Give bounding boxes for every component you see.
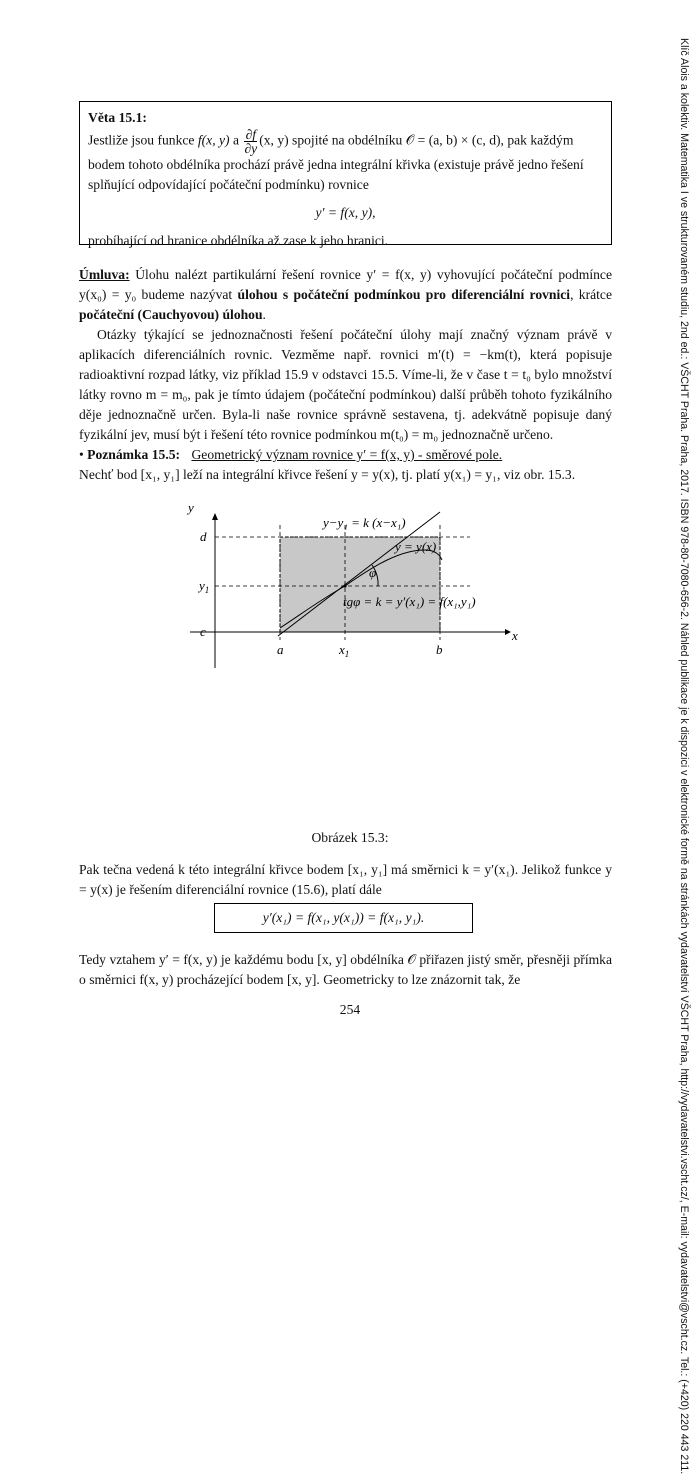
page-number: 254 (339, 1002, 361, 1017)
theorem-line-1 (88, 128, 603, 155)
note-label: Poznámka 15.5: (87, 447, 181, 462)
note-line: Nechť bod [x₁, y₁] leží na integrální křivce řešení y = y(x), tj. platí y(x₁) = y₁, viz obr. 15.3. (79, 467, 576, 482)
axis-x-label: x (512, 628, 518, 643)
boxed-equation: y′(x₁) = f(x₁, y(x₁)) = f(x₁, y₁). (214, 903, 473, 933)
figure-caption: Obrázek 15.3: (311, 830, 389, 845)
theorem-text: Jestliže jsou funkce (88, 132, 195, 148)
note-heading (79, 445, 612, 465)
umluva-bold-term-2: počáteční (Cauchyovou) úlohou (79, 307, 263, 322)
theorem-function: f(x, y) (197, 132, 230, 148)
umluva-bold-term: úlohou s počáteční podmínkou pro diferenciální rovnici (237, 287, 571, 302)
umluva-label: Úmluva: (79, 267, 130, 282)
label-y1: $y_1$ (199, 578, 210, 595)
theorem-title: Věta 15.1: (88, 110, 147, 125)
angle-label: φ (369, 565, 377, 580)
label-a: a (277, 642, 284, 657)
theorem-box (79, 101, 612, 248)
label-b: b (436, 642, 443, 657)
note-bullet: • (79, 447, 84, 462)
umluva-text-2: , krátce (570, 287, 612, 302)
umluva-text: Úlohu nalézt partikulární řešení rovnice y′ = f(x, y) vyhovující počáteční podmínce y(x₀) = y₀ budeme nazývat (79, 267, 612, 302)
label-x1: $x_1$ (339, 642, 350, 659)
paragraph-tangent: Pak tečna vedená k této integrální křivce bodem [x₁, y₁] má směrnici k = y′(x₁). Jelikož funkce y = y(x) je řešením diferenciální rovnice (15.6), platí dále (79, 862, 612, 897)
publisher-side-note: Klíč Alois a kolektiv. Matematika I ve strukturovaném studiu, 2nd ed.: VŠCHT Praha. Praha, 2017. ISBN 978-80-7080-656-2. Náhled publikace je k dispozici v elektronické formě na stránkách vydavatelství VŠCHT Praha, http://vydavatelstvi.vscht.cz/, E-mail: vydavatelstvi@vscht.cz. Tel.: (+420) 220 443 211. (678, 38, 690, 1474)
partial-derivative-fraction (244, 128, 257, 155)
y-axis-arrow (212, 513, 218, 520)
theorem-text-cont: (x, y) spojité na obdélníku 𝒪 = (a, b) × (c, d), pak každým (259, 132, 574, 148)
paragraph-direction: Tedy vztahem y′ = f(x, y) je každému bodu [x, y] obdélníka 𝒪 přiřazen jistý směr, přesněji přímka o směrnici f(x, y) procházející bodem [x, y]. Geometricky to lze znázornit tak, že (79, 952, 612, 987)
theorem-line-2: bodem tohoto obdélníka prochází právě jedna integrální křivka (existuje právě jedno řešení (88, 157, 584, 172)
label-c: c (200, 624, 206, 639)
theorem-and: a (232, 132, 240, 148)
curve-equation: y = y(x) (395, 539, 437, 554)
paragraph-uniqueness: Otázky týkající se jednoznačnosti řešení počáteční úlohy mají značný význam právě v aplikacích diferenciálních rovnic. Vezměme např. rovnici m′(t) = −km(t), která popisuje radioaktivní rozpad látky, viz příklad 15.9 v odstavci 15.5. Víme-li, že v čase t = t₀ bylo množství látky rovno m = m₀, pak je tímto údajem (počáteční podmínkou) další průběh tohoto fyzikálního děje jednoznačně určen. Byla-li naše rovnice správně sestavena, tj. adekvátně popisuje daný fyzikální jev, musí být i řešení této rovnice podmínkou m(t₀) = m₀ jednoznačně určeno. (79, 327, 612, 442)
theorem-line-3: splňující odpovídající počáteční podmínku) rovnice (88, 177, 369, 192)
label-d: d (200, 529, 207, 544)
note-title: Geometrický význam rovnice y′ = f(x, y) - směrové pole. (191, 447, 503, 462)
fraction-denominator: ∂y (244, 141, 258, 156)
tangent-equation: y−y₁ = k (x−x₁) (323, 515, 406, 530)
fraction-numerator: ∂f (245, 127, 257, 142)
slope-equation: tgφ = k = y′(x₁) = f(x₁,y₁) (343, 594, 476, 609)
umluva-paragraph (79, 265, 612, 325)
tangent-point (343, 584, 346, 587)
x-axis-arrow (505, 629, 511, 635)
theorem-equation: y′ = f(x, y), (315, 205, 376, 220)
theorem-line-4: probíhající od hranice obdélníka až zase k jeho hranici. (88, 233, 389, 248)
umluva-period: . (262, 307, 266, 322)
axis-y-label: y (188, 500, 194, 515)
figure-direction-field (170, 495, 540, 670)
